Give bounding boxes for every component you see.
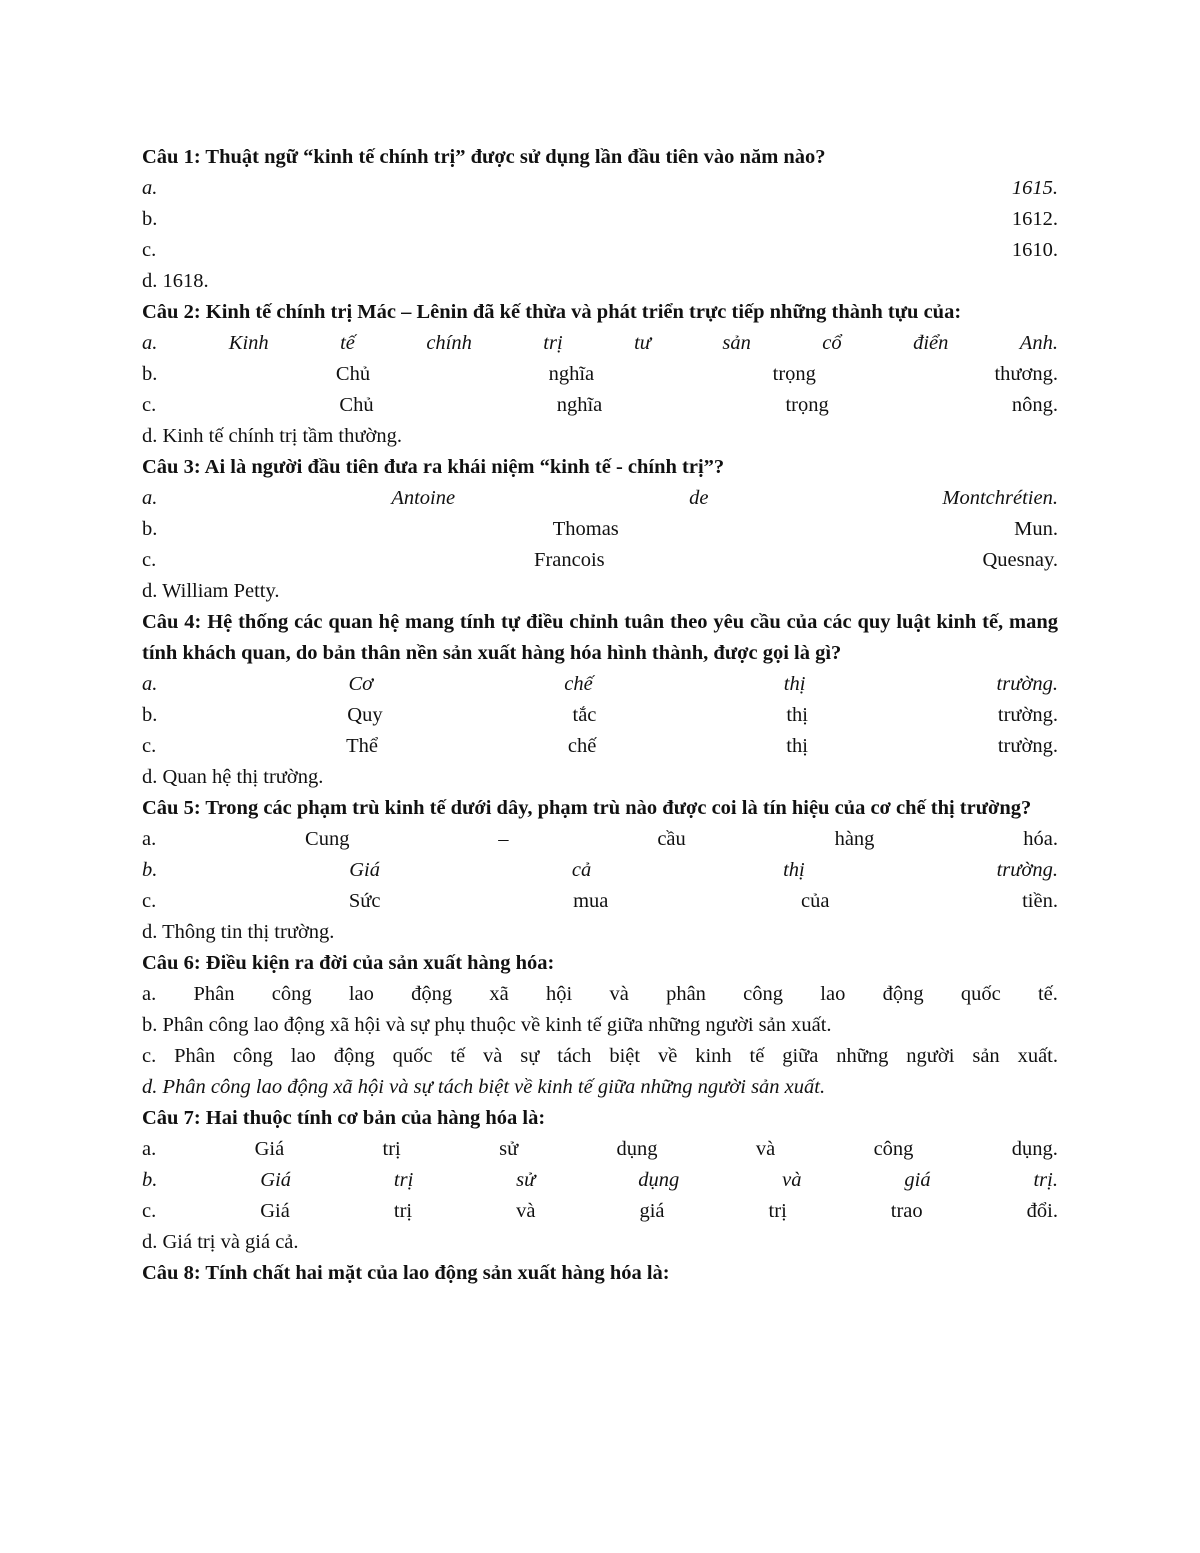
answer-option: d. Giá trị và giá cả. bbox=[142, 1231, 299, 1253]
option-word: 1612. bbox=[1011, 208, 1058, 230]
option-word: động bbox=[411, 983, 453, 1005]
option-word: tách bbox=[557, 1045, 592, 1067]
option-letter: a. bbox=[142, 332, 158, 354]
option-word: thị bbox=[783, 859, 805, 881]
option-word: trị bbox=[768, 1200, 787, 1222]
option-letter: a. bbox=[142, 1138, 157, 1160]
answer-option: d. Thông tin thị trường. bbox=[142, 921, 335, 943]
question-block bbox=[142, 1103, 1058, 1258]
option-spacer bbox=[156, 235, 1012, 266]
question-block bbox=[142, 1258, 1058, 1289]
question-block bbox=[142, 607, 1058, 793]
option-word: xuất. bbox=[1017, 1045, 1058, 1067]
option-word: biệt bbox=[609, 1045, 641, 1067]
option-word: về bbox=[657, 1045, 678, 1067]
option-word: sự bbox=[520, 1045, 540, 1067]
option-letter: b. bbox=[142, 518, 158, 540]
option-letter: a. bbox=[142, 983, 157, 1005]
option-word: trường. bbox=[997, 704, 1058, 726]
option-word: dụng. bbox=[1011, 1138, 1058, 1160]
answer-option bbox=[142, 731, 1058, 762]
option-word: quốc bbox=[392, 1045, 433, 1067]
option-word: quốc bbox=[960, 983, 1001, 1005]
option-letter: c. bbox=[142, 890, 157, 912]
answer-option bbox=[142, 886, 1058, 917]
answer-option bbox=[142, 700, 1058, 731]
answer-option bbox=[142, 359, 1058, 390]
option-word: giá bbox=[904, 1169, 931, 1191]
answer-option bbox=[142, 1196, 1058, 1227]
option-letter: c. bbox=[142, 549, 157, 571]
option-word: sử bbox=[499, 1138, 519, 1160]
answer-option: b. Phân công lao động xã hội và sự phụ thuộc về kinh tế giữa những người sản xuất. bbox=[142, 1014, 832, 1036]
answer-option bbox=[142, 669, 1058, 700]
option-word: thương. bbox=[994, 363, 1058, 385]
question-title: Câu 1: Thuật ngữ “kinh tế chính trị” được sử dụng lần đầu tiên vào năm nào? bbox=[142, 146, 826, 168]
option-letter: a. bbox=[142, 177, 158, 199]
option-letter: c. bbox=[142, 394, 157, 416]
option-word: phân bbox=[666, 983, 706, 1005]
answer-option bbox=[142, 328, 1058, 359]
option-word: trị bbox=[393, 1200, 413, 1222]
option-word: hội bbox=[546, 983, 573, 1005]
answer-option bbox=[142, 204, 1058, 235]
option-word: Kinh bbox=[228, 332, 269, 354]
option-word: điển bbox=[913, 332, 949, 354]
option-word: trọng bbox=[772, 363, 816, 385]
option-word: Phân bbox=[174, 1045, 216, 1067]
question-block bbox=[142, 452, 1058, 607]
question-block bbox=[142, 297, 1058, 452]
option-word: Quesnay. bbox=[982, 549, 1058, 571]
option-word: Giá bbox=[349, 859, 380, 881]
option-word: công bbox=[271, 983, 312, 1005]
option-word: dụng bbox=[616, 1138, 658, 1160]
option-word: Francois bbox=[534, 549, 605, 571]
option-word: công bbox=[743, 983, 784, 1005]
option-word: tư bbox=[634, 332, 651, 354]
option-word: chính bbox=[426, 332, 472, 354]
option-word: trị. bbox=[1033, 1169, 1058, 1191]
option-word: trường. bbox=[997, 735, 1058, 757]
option-word: sản bbox=[972, 1045, 1000, 1067]
option-word: Giá bbox=[260, 1169, 292, 1191]
option-word: lao bbox=[820, 983, 846, 1005]
question-title: Câu 2: Kinh tế chính trị Mác – Lênin đã kế thừa và phát triển trực tiếp những thành tựu của: bbox=[142, 301, 962, 323]
option-word: trị bbox=[382, 1138, 401, 1160]
answer-option bbox=[142, 1134, 1058, 1165]
option-word: Chủ bbox=[339, 394, 374, 416]
option-word: Quy bbox=[347, 704, 383, 726]
option-word: trị bbox=[393, 1169, 414, 1191]
option-word: trị bbox=[543, 332, 563, 354]
answer-option bbox=[142, 1165, 1058, 1196]
option-word: – bbox=[498, 828, 509, 850]
option-word: hàng bbox=[834, 828, 875, 850]
option-word: xã bbox=[489, 983, 509, 1005]
option-word: công bbox=[233, 1045, 273, 1067]
option-spacer bbox=[157, 173, 1012, 204]
option-letter: c. bbox=[142, 239, 157, 261]
option-word: Montchrétien. bbox=[942, 487, 1058, 509]
option-word: cả bbox=[571, 859, 592, 881]
option-letter: a. bbox=[142, 673, 158, 695]
option-word: tế bbox=[340, 332, 355, 354]
answer-option: d. Quan hệ thị trường. bbox=[142, 766, 324, 788]
answer-option bbox=[142, 390, 1058, 421]
option-word: Phân bbox=[193, 983, 235, 1005]
option-word: mua bbox=[573, 890, 609, 912]
option-word: tế. bbox=[1037, 983, 1058, 1005]
option-word: Giá bbox=[260, 1200, 290, 1222]
option-word: của bbox=[801, 890, 830, 912]
option-word: Cung bbox=[305, 828, 350, 850]
option-word: tế bbox=[749, 1045, 765, 1067]
option-word: dụng bbox=[638, 1169, 680, 1191]
option-word: nghĩa bbox=[548, 363, 595, 385]
option-word: sử bbox=[516, 1169, 536, 1191]
answer-option bbox=[142, 1041, 1058, 1072]
option-letter: c. bbox=[142, 1200, 157, 1222]
answer-option: d. William Petty. bbox=[142, 580, 280, 602]
option-word: 1615. bbox=[1011, 177, 1058, 199]
answer-option bbox=[142, 514, 1058, 545]
answer-option bbox=[142, 855, 1058, 886]
option-word: nông. bbox=[1011, 394, 1058, 416]
option-word: công bbox=[873, 1138, 914, 1160]
option-word: giá bbox=[639, 1200, 665, 1222]
option-word: giữa bbox=[782, 1045, 819, 1067]
answer-option bbox=[142, 235, 1058, 266]
option-word: 1610. bbox=[1011, 239, 1058, 261]
question-block bbox=[142, 142, 1058, 297]
question-title: Câu 3: Ai là người đầu tiên đưa ra khái niệm “kinh tế - chính trị”? bbox=[142, 456, 725, 478]
option-word: Thể bbox=[346, 735, 379, 757]
option-word: động bbox=[333, 1045, 375, 1067]
option-letter: b. bbox=[142, 859, 158, 881]
option-word: lao bbox=[290, 1045, 316, 1067]
answer-option bbox=[142, 545, 1058, 576]
option-word: kinh bbox=[695, 1045, 732, 1067]
question-title: Câu 6: Điều kiện ra đời của sản xuất hàng hóa: bbox=[142, 952, 555, 974]
option-word: và bbox=[782, 1169, 802, 1191]
option-word: tế bbox=[450, 1045, 466, 1067]
option-word: cổ bbox=[822, 332, 842, 354]
answer-option bbox=[142, 173, 1058, 204]
option-word: Antoine bbox=[391, 487, 456, 509]
option-word: de bbox=[689, 487, 709, 509]
option-letter: b. bbox=[142, 363, 158, 385]
option-word: và bbox=[609, 983, 629, 1005]
option-spacer bbox=[157, 204, 1012, 235]
option-letter: a. bbox=[142, 828, 157, 850]
option-word: thị bbox=[786, 735, 808, 757]
option-word: Anh. bbox=[1019, 332, 1058, 354]
answer-option bbox=[142, 483, 1058, 514]
option-word: trọng bbox=[785, 394, 829, 416]
option-word: và bbox=[483, 1045, 503, 1067]
question-block bbox=[142, 948, 1058, 1103]
option-letter: c. bbox=[142, 735, 157, 757]
answer-option: d. Kinh tế chính trị tầm thường. bbox=[142, 425, 402, 447]
option-word: Cơ bbox=[348, 673, 374, 695]
option-word: hóa. bbox=[1023, 828, 1058, 850]
option-word: và bbox=[516, 1200, 536, 1222]
option-word: thị bbox=[783, 673, 806, 695]
option-word: thị bbox=[786, 704, 808, 726]
question-title: Câu 7: Hai thuộc tính cơ bản của hàng hóa là: bbox=[142, 1107, 546, 1129]
option-word: Mun. bbox=[1014, 518, 1058, 540]
option-word: tắc bbox=[572, 704, 597, 726]
option-word: trường. bbox=[996, 859, 1058, 881]
question-title: Câu 5: Trong các phạm trù kinh tế dưới dây, phạm trù nào được coi là tín hiệu của cơ chế thị trường? bbox=[142, 797, 1032, 819]
option-word: chế bbox=[564, 673, 593, 695]
option-word: trao bbox=[890, 1200, 923, 1222]
option-word: Giá bbox=[254, 1138, 285, 1160]
option-letter: c. bbox=[142, 1045, 157, 1067]
document-page bbox=[142, 142, 1058, 1289]
option-word: nghĩa bbox=[556, 394, 603, 416]
option-word: những bbox=[836, 1045, 889, 1067]
option-word: lao bbox=[348, 983, 374, 1005]
option-letter: a. bbox=[142, 487, 158, 509]
answer-option: d. Phân công lao động xã hội và sự tách biệt về kinh tế giữa những người sản xuất. bbox=[142, 1076, 826, 1098]
option-word: động bbox=[882, 983, 924, 1005]
answer-option bbox=[142, 979, 1058, 1010]
option-letter: b. bbox=[142, 1169, 158, 1191]
option-word: chế bbox=[567, 735, 597, 757]
option-word: đổi. bbox=[1026, 1200, 1058, 1222]
option-word: Chủ bbox=[335, 363, 371, 385]
option-word: trường. bbox=[996, 673, 1058, 695]
question-title: Câu 8: Tính chất hai mặt của lao động sản xuất hàng hóa là: bbox=[142, 1262, 670, 1284]
answer-option: d. 1618. bbox=[142, 270, 209, 292]
option-word: Sức bbox=[348, 890, 381, 912]
option-word: người bbox=[906, 1045, 955, 1067]
option-word: Thomas bbox=[552, 518, 619, 540]
option-word: tiền. bbox=[1022, 890, 1058, 912]
question-title: Câu 4: Hệ thống các quan hệ mang tính tự điều chỉnh tuân theo yêu cầu của các quy luật kinh tế, mang tính khách quan, do bản thân nền sản xuất hàng hóa hình thành, được gọi là gì? bbox=[142, 611, 1058, 664]
option-word: và bbox=[755, 1138, 776, 1160]
option-word: sản bbox=[722, 332, 751, 354]
answer-option bbox=[142, 824, 1058, 855]
question-block bbox=[142, 793, 1058, 948]
option-letter: b. bbox=[142, 208, 158, 230]
option-letter: b. bbox=[142, 704, 158, 726]
option-word: cầu bbox=[657, 828, 686, 850]
